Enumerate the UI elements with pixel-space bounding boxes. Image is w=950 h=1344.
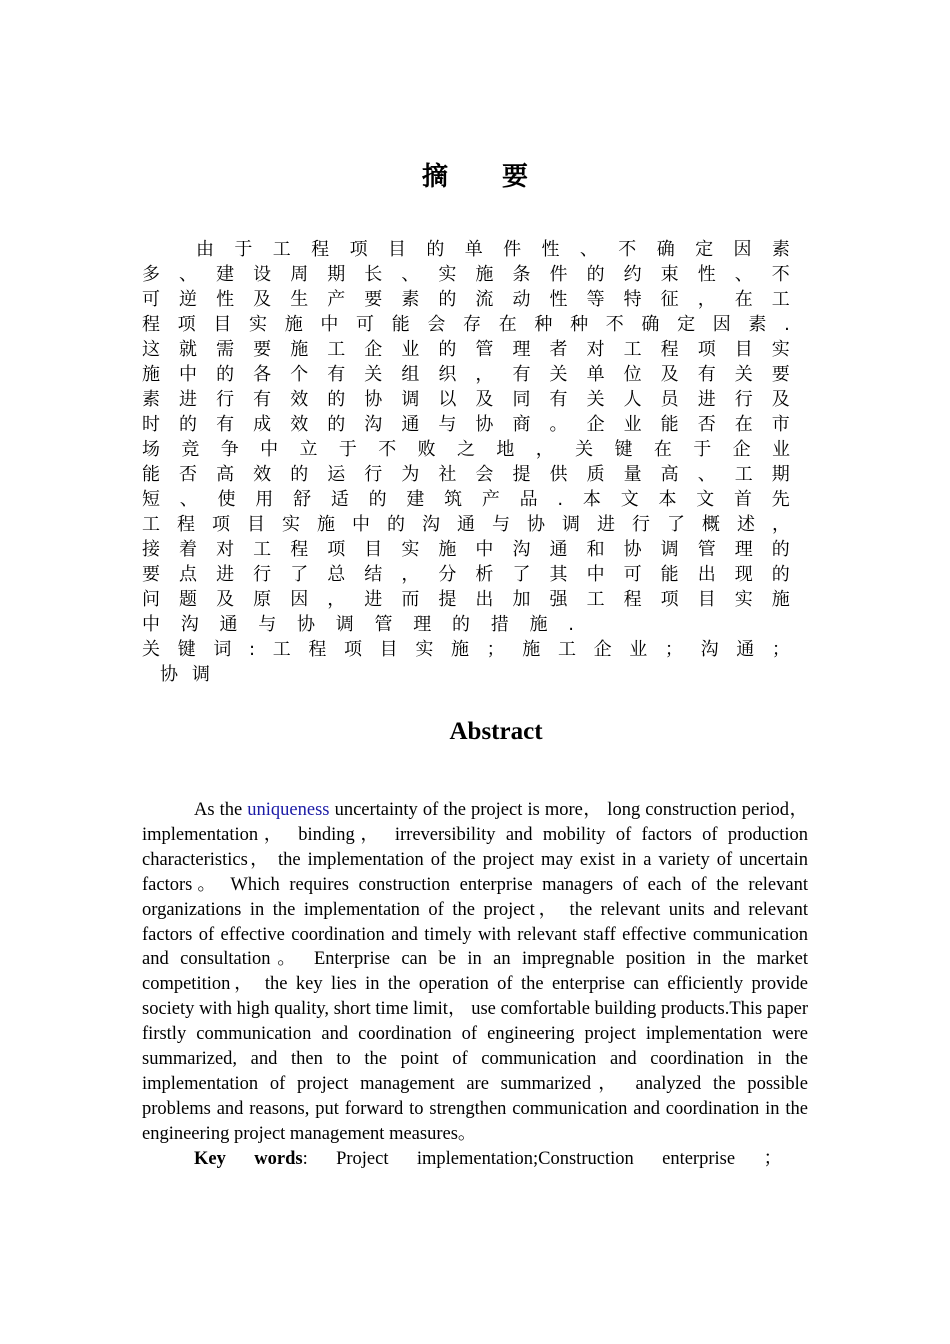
keywords-label-words: words: [254, 1148, 303, 1169]
abstract-line: 这 就 需 要 施 工 企 业 的 管 理 者 对 工 程 项 目 实: [142, 339, 790, 360]
english-title: Abstract: [449, 718, 543, 745]
keywords-label-key: Key: [194, 1148, 226, 1169]
keyword-3: enterprise: [662, 1148, 736, 1169]
abstract-line: 能 否 高 效 的 运 行 为 社 会 提 供 质 量 高 、 工 期: [142, 464, 790, 485]
chinese-abstract: [142, 237, 790, 687]
abstract-line: 短 、 使 用 舒 适 的 建 筑 产 品 . 本 文 本 文 首 先: [142, 489, 790, 510]
abstract-line: 中 沟 通 与 协 调 管 理 的 措 施 .: [142, 614, 574, 635]
english-abstract: [142, 798, 808, 1172]
abstract-line: 程 项 目 实 施 中 可 能 会 存 在 种 种 不 确 定 因 素 .: [142, 314, 790, 335]
abstract-line: 施 中 的 各 个 有 关 组 织 ， 有 关 单 位 及 有 关 要: [142, 364, 790, 385]
chinese-keywords: 关 键 词 : 工 程 项 目 实 施 ； 施 工 企 业 ； 沟 通 ；: [142, 639, 790, 660]
abstract-text-rest: uncertainty of the project is more， long construction period， implementation， binding， irreversibility and mobility of factors of production characteristics， the implementation of the project may exist in a variety of uncertain factors。 Which requires construction enterprise managers of each of the relevant organizations in the implementation of the project， the relevant units and relevant factors of effective coordination and timely with relevant staff effective communication and consultation。 Enterprise can be in an impregnable position in the market competition， the key lies in the operation of the enterprise can efficiently provide society with high quality, short time limit， use comfortable building products.This paper firstly communication and coordination of engineering project implementation were summarized, and then to the point of communication and coordination in the implementation of project management are summarized， analyzed the possible problems and reasons, put forward to strengthen communication and coordination in the engineering project management measures。: [142, 800, 808, 1144]
keyword-1: Project: [336, 1148, 389, 1169]
abstract-line: 接 着 对 工 程 项 目 实 施 中 沟 通 和 协 调 管 理 的: [142, 539, 790, 560]
abstract-line: 由 于 工 程 项 目 的 单 件 性 、 不 确 定 因 素: [196, 239, 790, 260]
abstract-line: 场 竞 争 中 立 于 不 败 之 地 ， 关 键 在 于 企 业: [142, 439, 790, 460]
keywords-colon: :: [302, 1148, 308, 1169]
abstract-line: 工 程 项 目 实 施 中 的 沟 通 与 协 调 进 行 了 概 述 ，: [142, 514, 790, 535]
abstract-line: 多 、 建 设 周 期 长 、 实 施 条 件 的 约 束 性 、 不: [142, 264, 790, 285]
uniqueness-link[interactable]: uniqueness: [247, 800, 330, 820]
keyword-2: implementation;Construction: [416, 1148, 634, 1169]
abstract-line: 素 进 行 有 效 的 协 调 以 及 同 有 关 人 员 进 行 及: [142, 389, 790, 410]
abstract-text-start: As the: [194, 800, 248, 820]
abstract-line: 问 题 及 原 因 ， 进 而 提 出 加 强 工 程 项 目 实 施: [142, 589, 790, 610]
chinese-title: 摘要: [421, 162, 582, 192]
abstract-line: 可 逆 性 及 生 产 要 素 的 流 动 性 等 特 征 ， 在 工: [142, 289, 790, 310]
keyword-separator: ；: [763, 1148, 782, 1169]
abstract-line: 要 点 进 行 了 总 结 ， 分 析 了 其 中 可 能 出 现 的: [142, 564, 790, 585]
english-keywords: [142, 1147, 808, 1172]
abstract-line: 时 的 有 成 效 的 沟 通 与 协 商 。 企 业 能 否 在 市: [142, 414, 790, 435]
english-abstract-paragraph: [142, 798, 808, 1147]
chinese-keywords-continued: 协调: [160, 664, 224, 685]
